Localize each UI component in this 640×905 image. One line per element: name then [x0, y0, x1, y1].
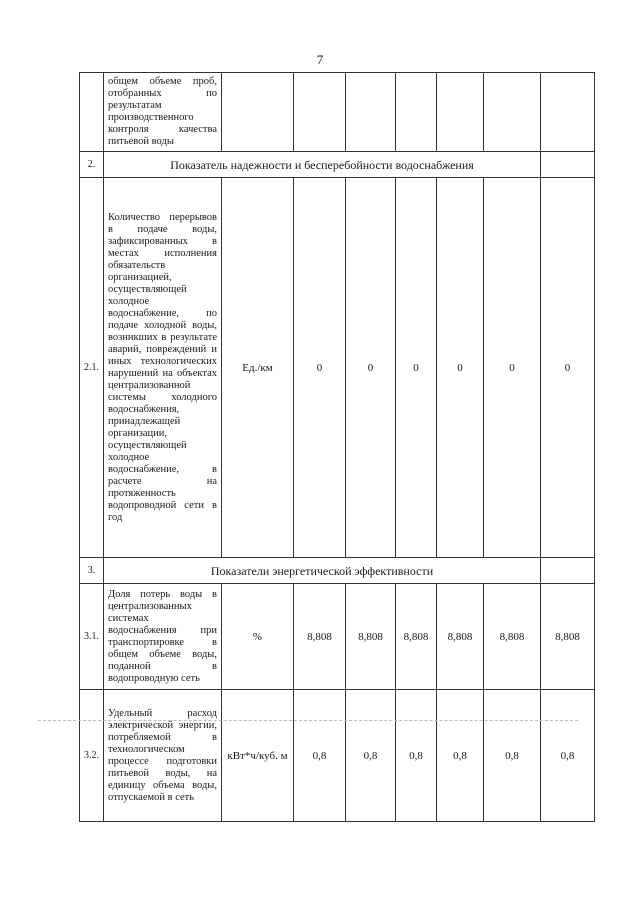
row-description: Удельный расход электрической энергии, потребляемой в технологическом процессе подготовки питьевой воды, на единицу объема воды, отпускаемой в сеть — [104, 690, 222, 822]
value-cell — [396, 73, 437, 152]
page-number: 7 — [316, 52, 324, 67]
value-cell — [541, 73, 595, 152]
section-title: Показатели энергетической эффективности — [104, 558, 541, 584]
value-cell: 0,8 — [437, 690, 484, 822]
value-cell — [484, 73, 541, 152]
row-number: 2.1. — [80, 178, 104, 558]
row-description: общем объеме проб, отобранных по результатам производственного контроля качества питьевой воды — [104, 73, 222, 152]
value-cell: 8,808 — [437, 584, 484, 690]
section-number: 3. — [80, 558, 104, 584]
row-description: Количество перерывов в подаче воды, зафиксированных в местах исполнения обязательств организацией, осуществляющей холодное водоснабжение, по подаче холодной воды, возникших в результате аварий, повреждений и иных технологических нарушений на объектах централизованной системы холодного водоснабжения, принадлежащей организации, осуществляющей холодное водоснабжение, в расчете на протяженность водопроводной сети в год — [104, 178, 222, 558]
indicators-table — [79, 72, 595, 822]
value-cell: 8,808 — [541, 584, 595, 690]
table-row-2-1 — [80, 178, 595, 558]
table-row-continuation — [80, 73, 595, 152]
empty-cell — [541, 152, 595, 178]
value-cell: 0,8 — [346, 690, 396, 822]
value-cell: 0,8 — [294, 690, 346, 822]
section-number: 2. — [80, 152, 104, 178]
value-cell: 0 — [484, 178, 541, 558]
value-cell: 0 — [396, 178, 437, 558]
table-row-section-3 — [80, 558, 595, 584]
value-cell: 8,808 — [484, 584, 541, 690]
empty-cell — [541, 558, 595, 584]
row-number: 3.2. — [80, 690, 104, 822]
scan-artifact-line — [38, 720, 578, 721]
value-cell: 8,808 — [396, 584, 437, 690]
value-cell: 0 — [541, 178, 595, 558]
row-number — [80, 73, 104, 152]
row-description: Доля потерь воды в централизованных системах водоснабжения при транспортировке в общем объеме воды, поданной в водопроводную сеть — [104, 584, 222, 690]
value-cell: 0,8 — [541, 690, 595, 822]
table-row-3-2 — [80, 690, 595, 822]
value-cell: 0,8 — [396, 690, 437, 822]
value-cell: 0 — [437, 178, 484, 558]
value-cell: 8,808 — [294, 584, 346, 690]
section-title: Показатель надежности и бесперебойности водоснабжения — [104, 152, 541, 178]
unit-cell: Ед./км — [222, 178, 294, 558]
unit-cell — [222, 73, 294, 152]
unit-cell: кВт*ч/куб. м — [222, 690, 294, 822]
value-cell — [437, 73, 484, 152]
value-cell — [294, 73, 346, 152]
table-row-section-2 — [80, 152, 595, 178]
value-cell: 0,8 — [484, 690, 541, 822]
unit-cell: % — [222, 584, 294, 690]
value-cell: 0 — [294, 178, 346, 558]
row-number: 3.1. — [80, 584, 104, 690]
table-row-3-1 — [80, 584, 595, 690]
value-cell: 0 — [346, 178, 396, 558]
value-cell: 8,808 — [346, 584, 396, 690]
value-cell — [346, 73, 396, 152]
